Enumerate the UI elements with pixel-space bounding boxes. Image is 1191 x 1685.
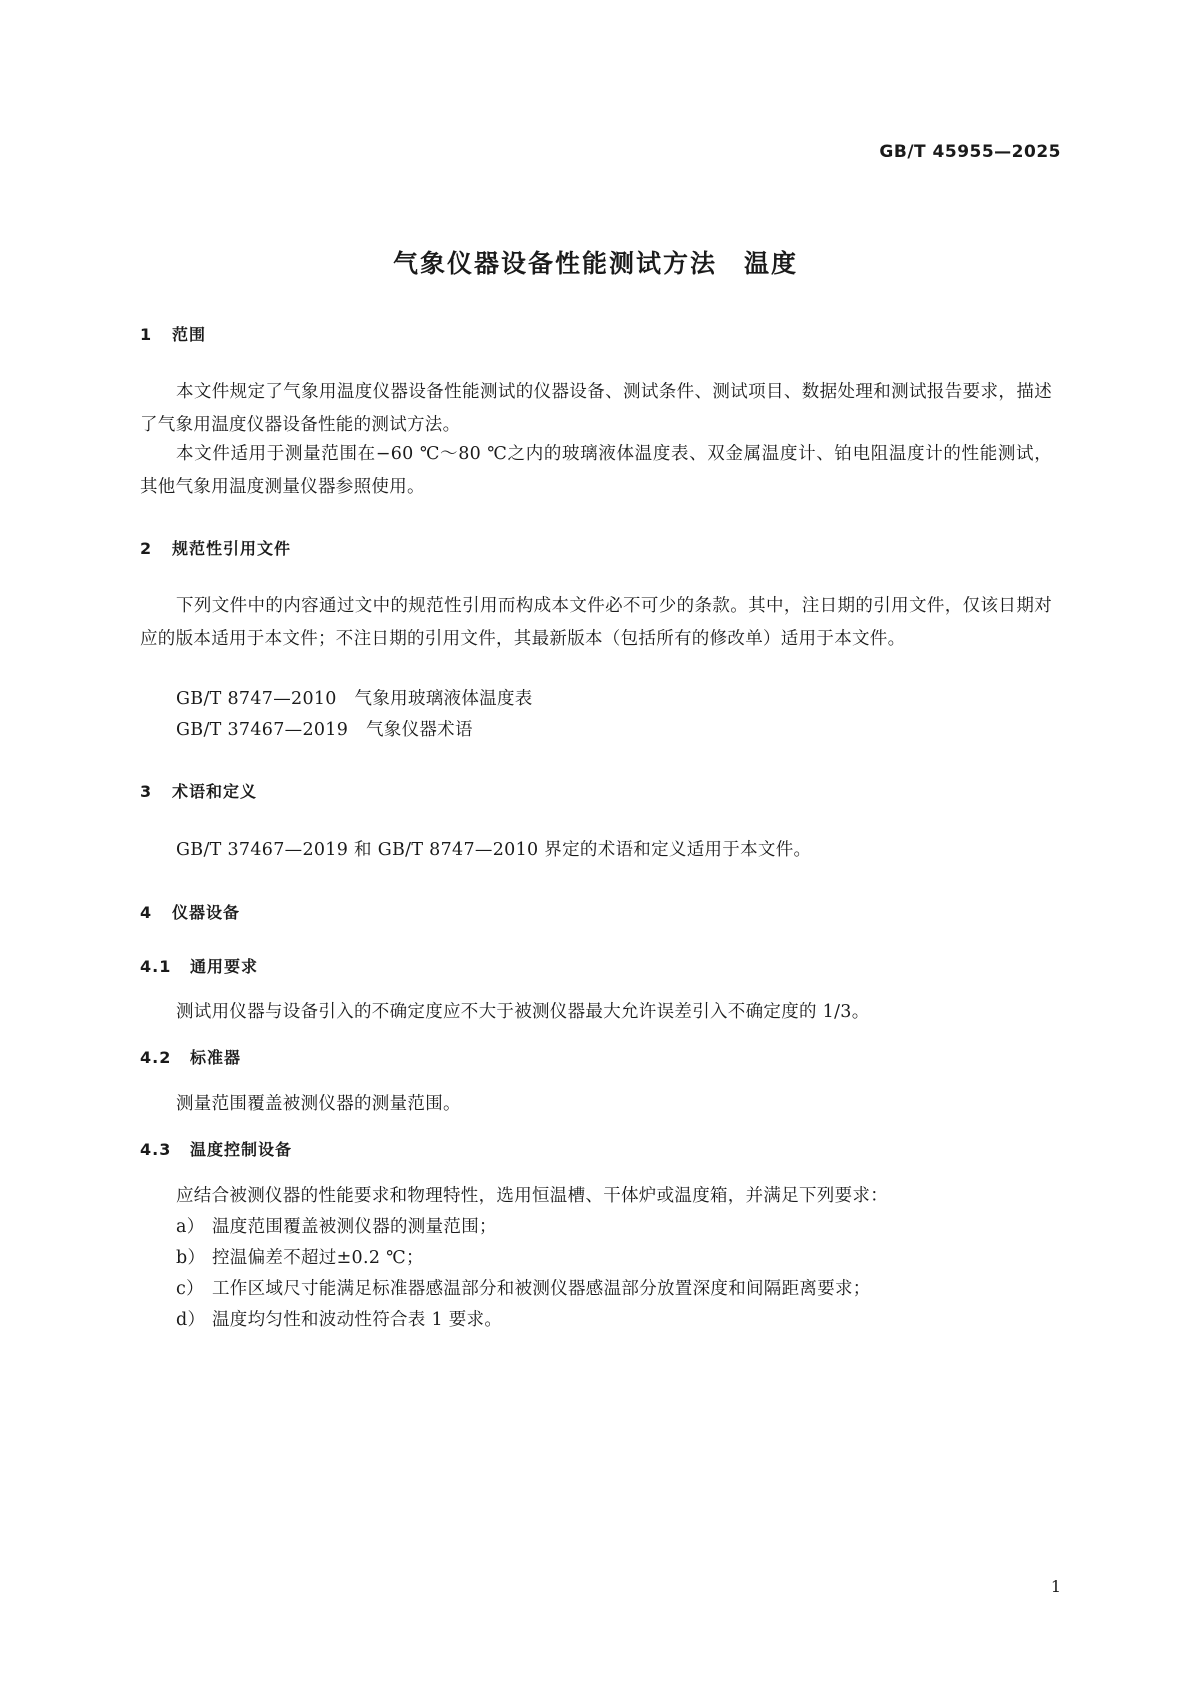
section-2-heading [140, 536, 291, 559]
list-marker: c） [176, 1279, 204, 1299]
list-item [176, 1275, 871, 1300]
list-item [176, 1306, 502, 1331]
section-title: 标准器 [190, 1048, 242, 1067]
section-number: 4.3 [140, 1140, 172, 1159]
section-title: 仪器设备 [172, 903, 241, 922]
section-number: 2 [140, 539, 153, 558]
section-3-paragraph-1: GB/T 37467—2019 和 GB/T 8747—2010 界定的术语和定义适用于本文件。 [176, 840, 812, 860]
section-4-1-paragraph-1: 测试用仪器与设备引入的不确定度应不大于被测仪器最大允许误差引入不确定度的 1/3。 [176, 1002, 870, 1022]
section-number: 1 [140, 325, 153, 344]
normative-reference-1: GB/T 8747—2010 气象用玻璃液体温度表 [176, 689, 533, 709]
list-item-text: 控温偏差不超过±0.2 ℃； [212, 1248, 424, 1268]
standard-code: GB/T 45955—2025 [879, 142, 1061, 162]
section-title: 范围 [172, 325, 207, 344]
list-marker: b） [176, 1248, 206, 1268]
section-title: 温度控制设备 [190, 1140, 293, 1159]
section-3-heading [140, 779, 257, 802]
section-4-heading [140, 900, 240, 923]
section-4-3-heading [140, 1137, 292, 1160]
section-1-heading [140, 322, 206, 345]
list-item [176, 1213, 497, 1238]
section-number: 4 [140, 903, 153, 922]
section-number: 4.1 [140, 957, 172, 976]
list-marker: d） [176, 1310, 206, 1330]
list-item [176, 1244, 424, 1269]
section-1-paragraph-1: 本文件规定了气象用温度仪器设备性能测试的仪器设备、测试条件、测试项目、数据处理和测试报告要求，描述了气象用温度仪器设备性能的测试方法。 [140, 382, 1052, 435]
section-title: 通用要求 [190, 957, 259, 976]
document-title: 气象仪器设备性能测试方法 温度 [392, 249, 798, 278]
list-item-text: 温度范围覆盖被测仪器的测量范围； [212, 1217, 497, 1237]
list-item-text: 温度均匀性和波动性符合表 1 要求。 [212, 1310, 503, 1330]
section-4-2-heading [140, 1045, 241, 1068]
page-number: 1 [1050, 1577, 1061, 1596]
list-item-text: 工作区域尺寸能满足标准器感温部分和被测仪器感温部分放置深度和间隔距离要求； [212, 1279, 871, 1299]
normative-reference-2: GB/T 37467—2019 气象仪器术语 [176, 720, 473, 740]
section-4-2-paragraph-1: 测量范围覆盖被测仪器的测量范围。 [176, 1094, 461, 1114]
list-marker: a） [176, 1217, 205, 1237]
section-number: 3 [140, 782, 153, 801]
section-title: 规范性引用文件 [172, 539, 292, 558]
section-number: 4.2 [140, 1048, 172, 1067]
section-1-paragraph-2: 本文件适用于测量范围在−60 ℃～80 ℃之内的玻璃液体温度表、双金属温度计、铂电阻温度计的性能测试，其他气象用温度测量仪器参照使用。 [140, 444, 1052, 497]
section-title: 术语和定义 [172, 782, 258, 801]
section-2-paragraph-1: 下列文件中的内容通过文中的规范性引用而构成本文件必不可少的条款。其中，注日期的引用文件，仅该日期对应的版本适用于本文件；不注日期的引用文件，其最新版本（包括所有的修改单）适用于本文件。 [140, 596, 1052, 649]
section-4-1-heading [140, 954, 258, 977]
section-4-3-paragraph-1: 应结合被测仪器的性能要求和物理特性，选用恒温槽、干体炉或温度箱，并满足下列要求： [176, 1186, 888, 1206]
